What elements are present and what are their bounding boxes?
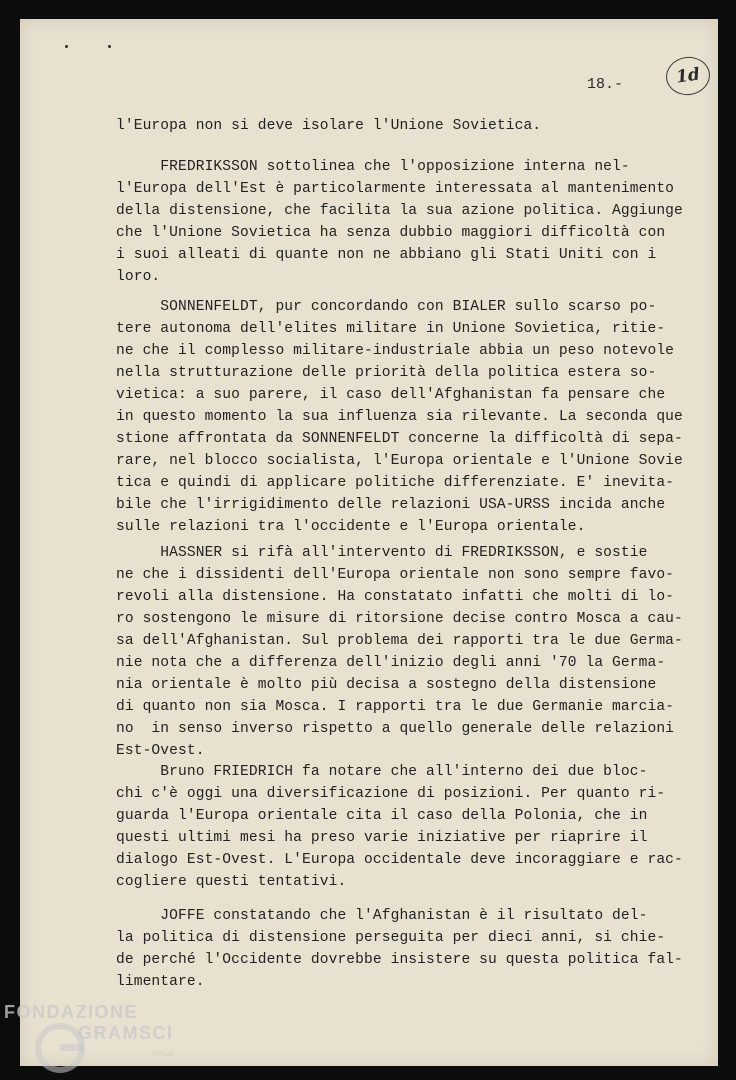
text-line: sulle relazioni tra l'occidente e l'Europa orientale. xyxy=(116,519,586,535)
text-line: ne che il complesso militare-industriale abbia un peso notevole xyxy=(116,343,675,359)
text-line: revoli alla distensione. Ha constatato infatti che molti di lo- xyxy=(116,589,675,605)
speck xyxy=(65,45,68,48)
fondazione-gramsci-logo xyxy=(4,998,184,1076)
text-line: JOFFE constatando che l'Afghanistan è il risultato del- xyxy=(116,908,648,924)
text-line: dialogo Est-Ovest. L'Europa occidentale deve incoraggiare e rac- xyxy=(116,852,683,868)
text-line: loro. xyxy=(116,269,161,285)
archive-stamp: 1d xyxy=(664,54,713,98)
text-line: Est-Ovest. xyxy=(116,743,205,759)
text-line: guarda l'Europa orientale cita il caso della Polonia, che in xyxy=(116,808,648,824)
text-line: che l'Unione Sovietica ha senza dubbio maggiori difficoltà con xyxy=(116,225,666,241)
text-line: i suoi alleati di quante non ne abbiano gli Stati Uniti con i xyxy=(116,247,657,263)
text-line: HASSNER si rifà all'intervento di FREDRIKSSON, e sostie xyxy=(116,545,648,561)
logo-line-1: FONDAZIONE xyxy=(4,1002,138,1022)
text-line: cogliere questi tentativi. xyxy=(116,874,347,890)
text-line: questi ultimi mesi ha preso varie iniziative per riaprire il xyxy=(116,830,648,846)
text-line: in questo momento la sua influenza sia rilevante. La seconda que xyxy=(116,409,683,425)
text-line: della distensione, che facilita la sua azione politica. Aggiunge xyxy=(116,203,683,219)
text-line: di quanto non sia Mosca. I rapporti tra le due Germanie marciа- xyxy=(116,699,675,715)
text-line: tere autonoma dell'elites militare in Unione Sovietica, ritie- xyxy=(116,321,666,337)
text-line: limentare. xyxy=(116,974,205,990)
text-line: nia orientale è molto più decisa a sostegno della distensione xyxy=(116,677,657,693)
text-line: stione affrontata da SONNENFELDT concerne la difficoltà di sepa- xyxy=(116,431,683,447)
speck xyxy=(108,45,111,48)
logo-line-3: onlus xyxy=(152,1048,174,1058)
text-line: l'Europa non si deve isolare l'Unione Sovietica. xyxy=(116,118,542,134)
text-line: no in senso inverso rispetto a quello generale delle relazioni xyxy=(116,721,675,737)
logo-line-2: GRAMSCI xyxy=(78,1023,174,1043)
text-line: ro sostengono le misure di ritorsione decise contro Mosca a cau- xyxy=(116,611,683,627)
page-number: 18.- xyxy=(587,76,624,93)
text-line: de perché l'Occidente dovrebbe insistere su questa politica fal- xyxy=(116,952,683,968)
text-line: la politica di distensione perseguita per dieci anni, si chie- xyxy=(116,930,666,946)
text-line: l'Europa dell'Est è particolarmente interessata al mantenimento xyxy=(116,181,675,197)
text-line: Bruno FRIEDRICH fa notare che all'interno dei due bloc- xyxy=(116,764,648,780)
text-line: nella strutturazione delle priorità della politica estera so- xyxy=(116,365,657,381)
text-line: nie nota che a differenza dell'inizio degli anni '70 la Germa- xyxy=(116,655,666,671)
text-line: FREDRIKSSON sottolinea che l'opposizione interna nel- xyxy=(116,159,630,175)
text-line: vietica: a suo parere, il caso dell'Afghanistan fa pensare che xyxy=(116,387,666,403)
text-line: sa dell'Afghanistan. Sul problema dei rapporti tra le due Germa- xyxy=(116,633,683,649)
text-line: tica e quindi di applicare politiche differenziate. E' inevita- xyxy=(116,475,675,491)
text-line: ne che i dissidenti dell'Europa orientale non sono sempre favo- xyxy=(116,567,675,583)
text-line: SONNENFELDT, pur concordando con BIALER sullo scarso po- xyxy=(116,299,657,315)
text-line: bile che l'irrigidimento delle relazioni USA-URSS incida anche xyxy=(116,497,666,513)
text-line: rare, nel blocco socialista, l'Europa orientale e l'Unione Sovie xyxy=(116,453,683,469)
text-line: chi c'è oggi una diversificazione di posizioni. Per quanto ri- xyxy=(116,786,666,802)
